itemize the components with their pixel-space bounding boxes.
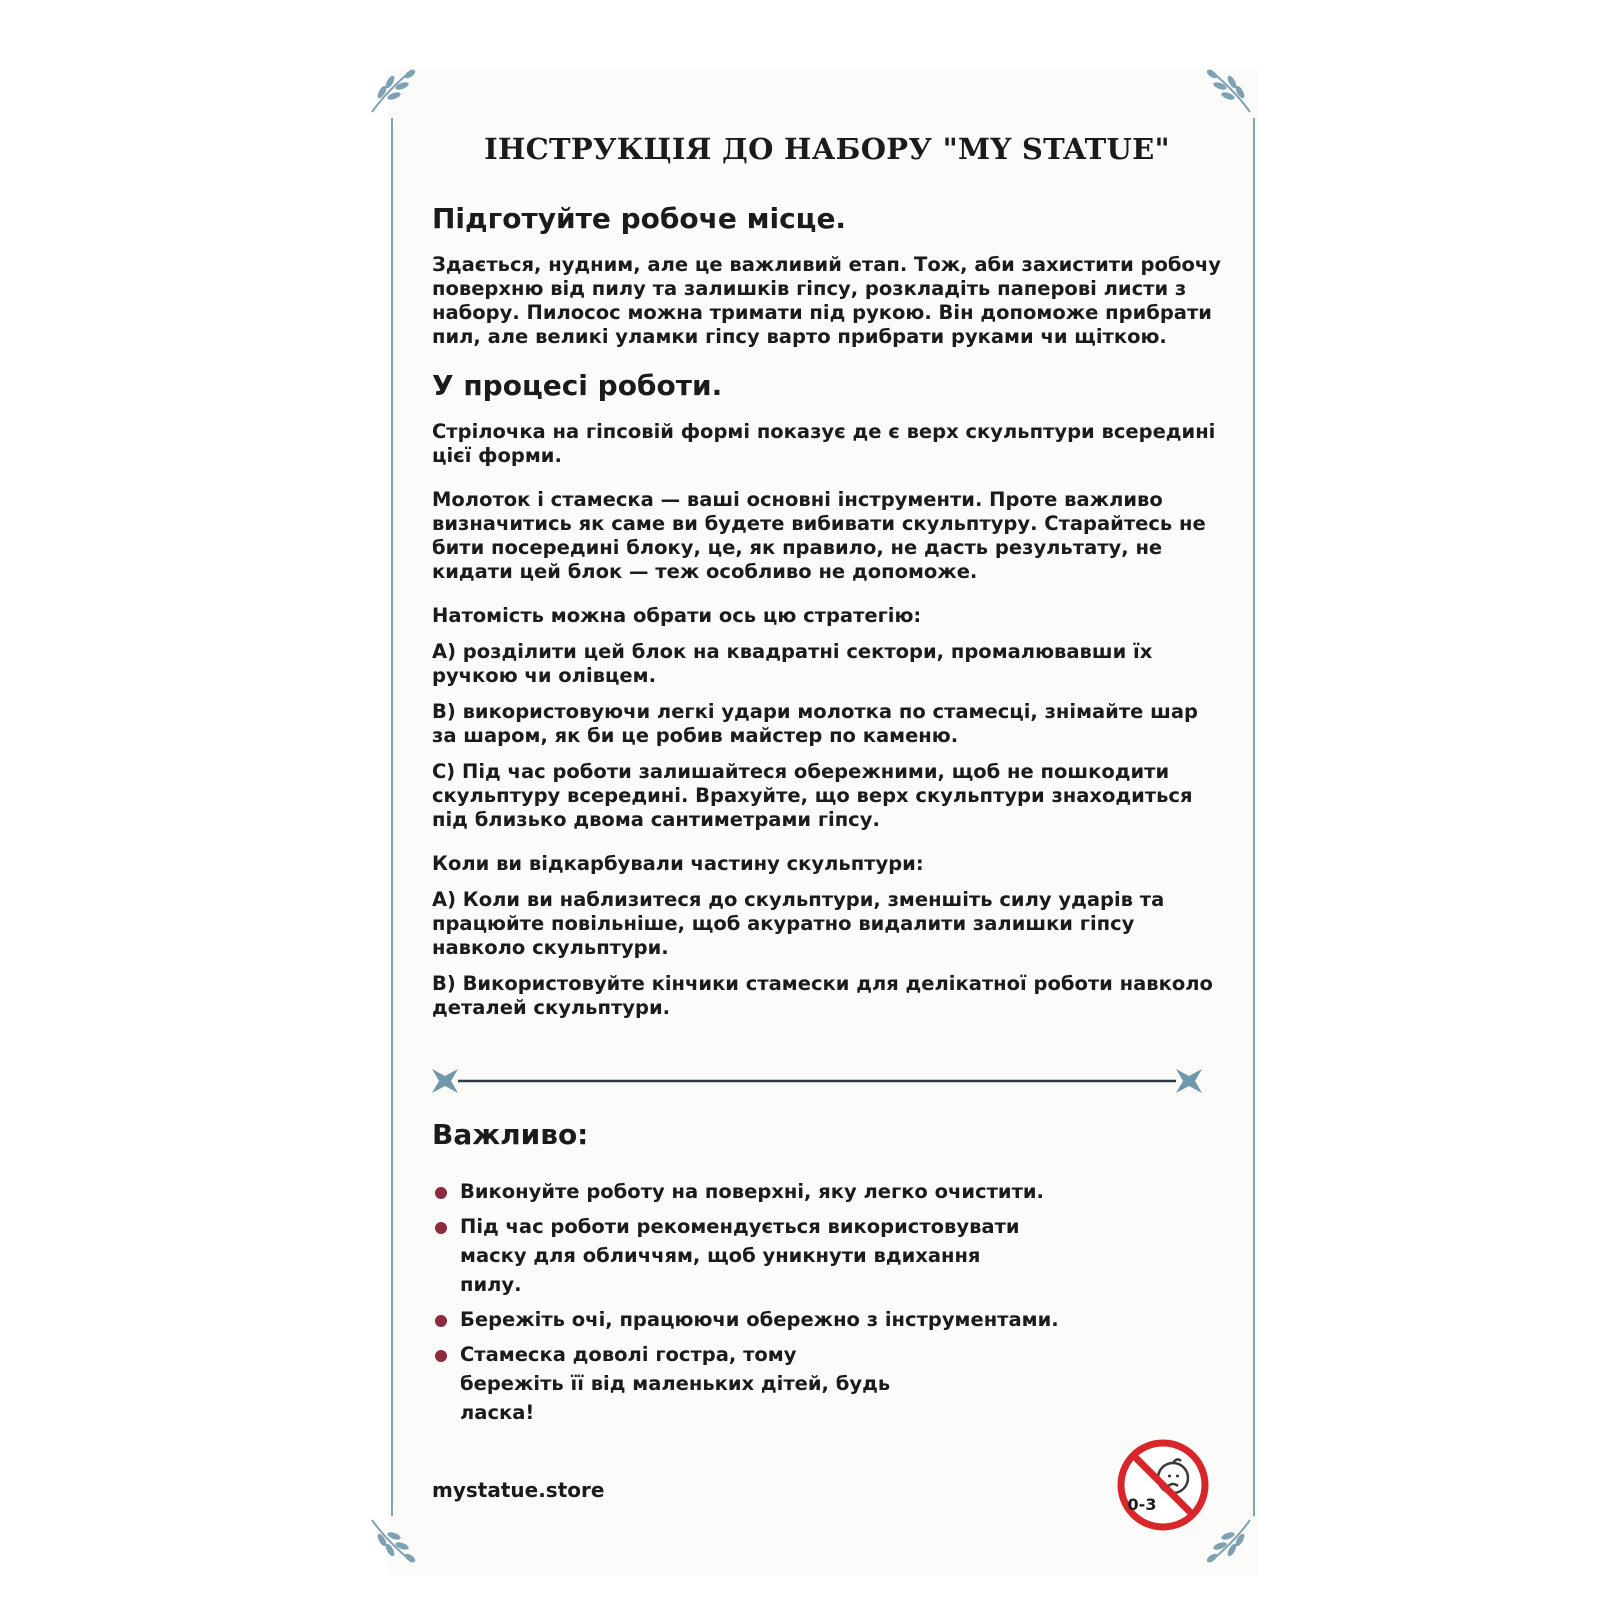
olive-sprig-icon [1200,62,1256,118]
paragraph: B) Використовуйте кінчики стамески для делікатної роботи навколо деталей скульптури. [432,972,1213,1019]
important-heading: Важливо: [432,1118,589,1151]
list-item: Бережіть очі, працюючи обережно з інструментами. [432,1305,1222,1334]
bullet-icon [435,1187,447,1199]
bullet-icon [435,1315,447,1327]
section-heading: Підготуйте робоче місце. [432,202,847,235]
list-item: Виконуйте роботу на поверхні, яку легко очистити. [432,1177,1222,1206]
paragraph: Натомість можна обрати ось цю стратегію: [432,604,922,627]
age-restriction-icon [1116,1438,1210,1532]
section-prepare-workspace [432,202,1222,349]
paragraph: Стрілочка на гіпсовій формі показує де є верх скульптури всередині цієї форми. [432,420,1216,467]
list-item: Стамеска доволі гостра, тому бережіть її від маленьких дітей, будь ласка! [432,1340,900,1427]
paragraph: Коли ви відкарбували частину скульптури: [432,852,924,875]
paragraph: C) Під час роботи залишайтеся обережними, щоб не пошкодити скульптуру всередині. Врахуйте, що верх скульптури знаходиться під близько двома сантиметрами гіпсу. [432,760,1193,831]
document-title: ІНСТРУКЦІЯ ДО НАБОРУ "MY STATUE" [484,132,1170,166]
bullet-icon [435,1222,447,1234]
diamond-ornament-icon [1176,1069,1202,1093]
paragraph: A) розділити цей блок на квадратні сектори, промалювавши їх ручкою чи олівцем. [432,640,1153,687]
diamond-ornament-icon [432,1069,458,1093]
section-heading: У процесі роботи. [432,369,723,402]
olive-sprig-icon [366,1514,422,1570]
ornamental-divider [432,1066,1202,1096]
list-item: Під час роботи рекомендується використовувати маску для обличчям, щоб уникнути вдихання пилу. [432,1212,1020,1299]
paragraph: B) використовуючи легкі удари молотка по стамесці, знімайте шар за шаром, як би це робив майстер по каменю. [432,700,1198,747]
paragraph: Молоток і стамеска — ваші основні інструменти. Проте важливо визначитись як саме ви будете вибивати скульптуру. Старайтесь не бити посередині блоку, це, як правило, не дасть результату, не кидати цей блок — теж особливо не допоможе. [432,488,1206,583]
important-section [432,1118,1222,1433]
olive-sprig-icon [366,62,422,118]
important-list [432,1177,1222,1427]
age-label: 0-3 [1127,1495,1157,1514]
paragraph: A) Коли ви наблизитеся до скульптури, зменшіть силу ударів та працюйте повільніше, щоб акуратно видалити залишки гіпсу навколо скульптури. [432,888,1165,959]
instructions-body [432,120,1222,1032]
website-url: mystatue.store [432,1478,605,1502]
frame-left-line [391,118,393,1516]
section-during-work [432,369,1222,1020]
paragraph: Здається, нудним, але це важливий етап. Тож, аби захистити робочу поверхню від пилу та залишків гіпсу, розкладіть паперові листи з набору. Пилосос можна тримати під рукою. Він допоможе прибрати пил, але великі уламки гіпсу варто прибрати руками чи щіткою. [432,253,1222,348]
frame-right-line [1253,118,1255,1516]
bullet-icon [435,1350,447,1362]
